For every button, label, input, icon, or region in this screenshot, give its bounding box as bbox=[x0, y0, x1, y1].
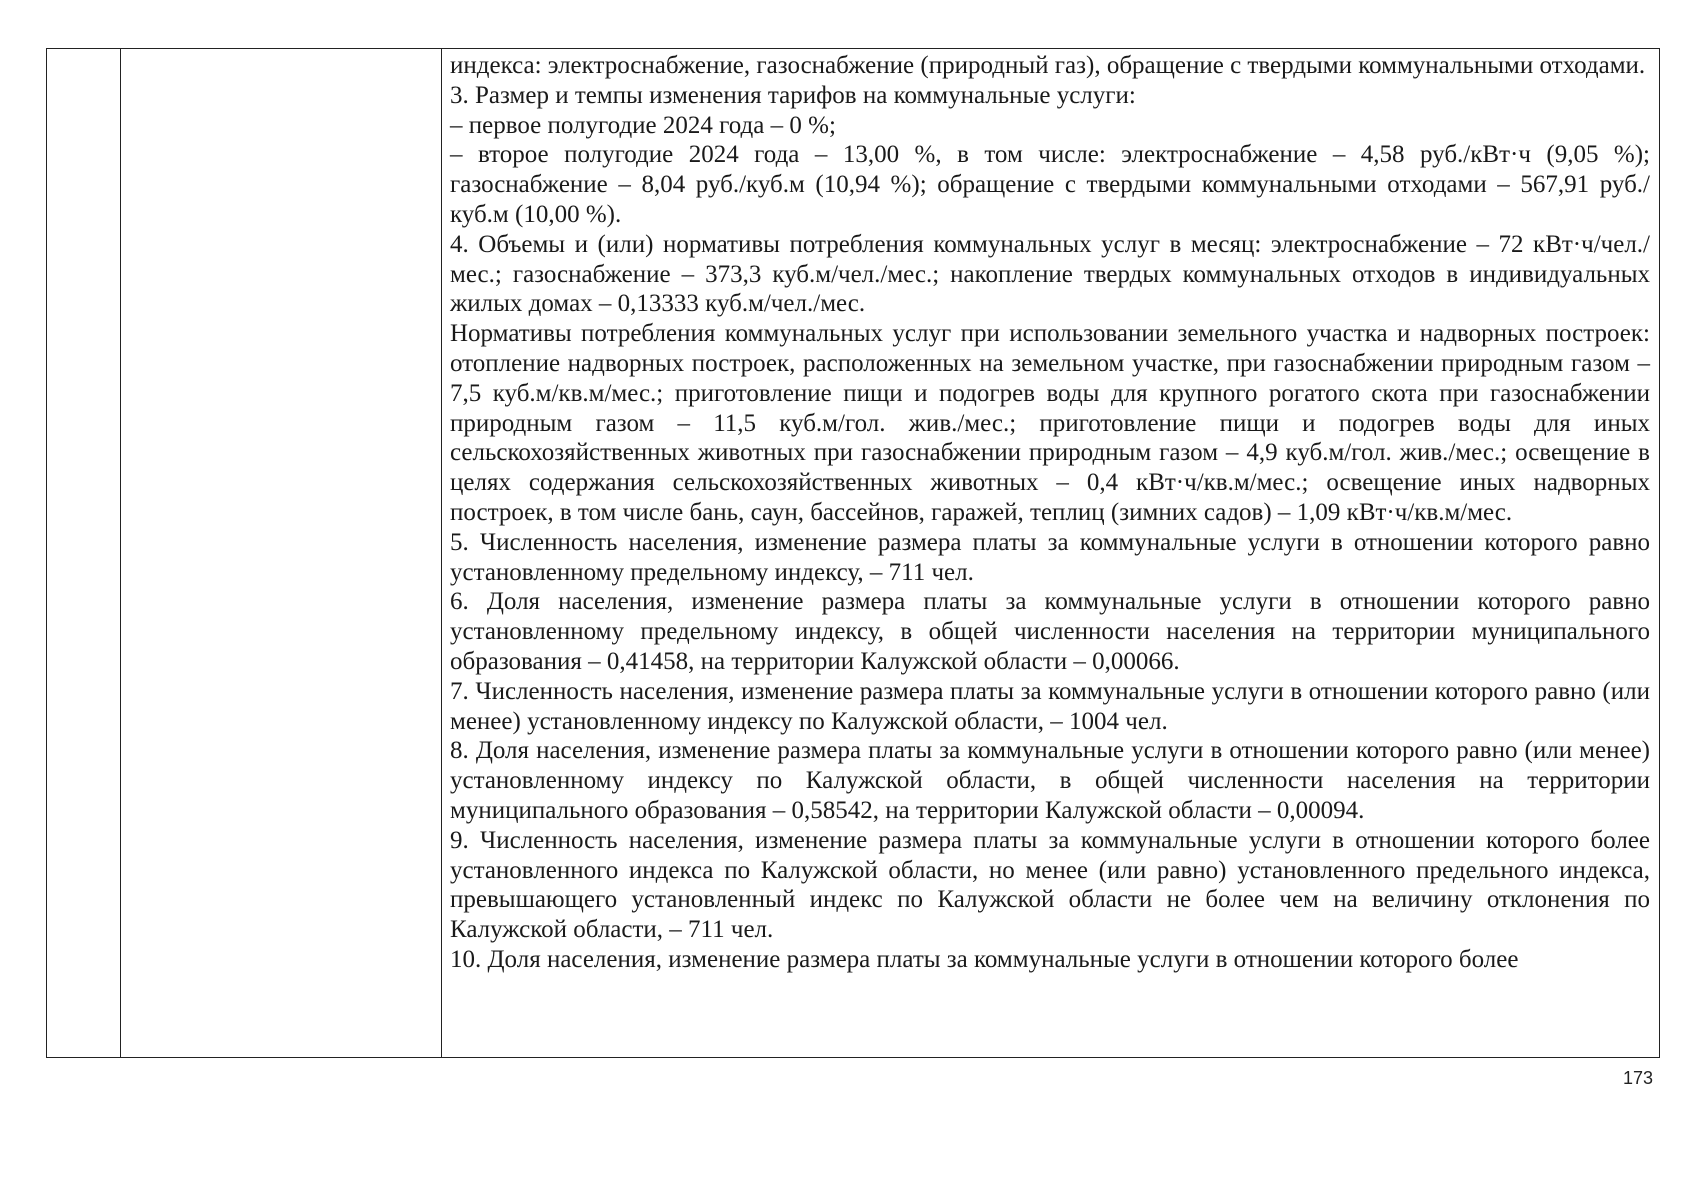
paragraph: 6. Доля населения, изменение размера платы за коммунальные услуги в отношении которого равно установленному предельному индексу, в общей численности населения на территории муниципального образования – 0,41458, на территории Калужской области – 0,00066. bbox=[450, 588, 1650, 675]
paragraph: Нормативы потребления коммунальных услуг при использовании земельного участка и надворных построек: отопление надворных построек, расположенных на земельном участке, при газоснабжении природным газом – 7,5 куб.м/кв.м/мес.; приготовление пищи и подогрев воды для крупного рогатого скота при газоснабжении природным газом – 11,5 куб.м/гол. жив./мес.; приготовление пищи и подогрев воды для иных сельскохозяйственных животных при газоснабжении природным газом – 4,9 куб.м/гол. жив./мес.; освещение в целях содержания сельскохозяйственных животных – 0,4 кВт·ч/кв.м/мес.; освещение иных надворных построек, в том числе бань, саун, бассейнов, гаражей, теплиц (зимних садов) – 1,09 кВт·ч/кв.м/мес. bbox=[450, 320, 1650, 526]
paragraph: индекса: электроснабжение, газоснабжение (природный газ), обращение с твердыми коммунальными отходами. bbox=[450, 52, 1646, 79]
paragraph: 3. Размер и темпы изменения тарифов на коммунальные услуги: bbox=[450, 81, 1136, 109]
paragraph: 7. Численность населения, изменение размера платы за коммунальные услуги в отношении которого равно (или менее) установленному индексу по Калужской области, – 1004 чел. bbox=[450, 677, 1650, 735]
column-divider bbox=[441, 49, 442, 1057]
table-column-indicator bbox=[121, 49, 441, 1057]
paragraph: 9. Численность населения, изменение размера платы за коммунальные услуги в отношении которого более установленного индекса по Калужской области, но менее (или равно) установленного предельного индекса, превышающего установленный индекс по Калужской области не более чем на величину отклонения по Калужской области, – 711 чел. bbox=[450, 826, 1650, 944]
paragraph: 10. Доля населения, изменение размера платы за коммунальные услуги в отношении которого более bbox=[450, 945, 1519, 973]
paragraph: – первое полугодие 2024 года – 0 %; bbox=[450, 111, 836, 139]
document-table bbox=[46, 48, 1660, 1058]
paragraph: – второе полугодие 2024 года – 13,00 %, в том числе: электроснабжение – 4,58 руб./кВт·ч (9,05 %); газоснабжение – 8,04 руб./куб.м (10,94 %); обращение с твердыми коммунальными отходами – 567,91 руб./куб.м (10,00 %). bbox=[450, 141, 1650, 228]
page-number: 173 bbox=[1622, 1068, 1653, 1088]
table-column-number bbox=[47, 49, 120, 1057]
paragraph: 4. Объемы и (или) нормативы потребления коммунальных услуг в месяц: электроснабжение – 72 кВт·ч/чел./мес.; газоснабжение – 373,3 куб.м/чел./мес.; накопление твердых коммунальных отходов в индивидуальных жилых домах – 0,13333 куб.м/чел./мес. bbox=[450, 230, 1650, 318]
paragraph: 8. Доля населения, изменение размера платы за коммунальные услуги в отношении которого равно (или менее) установленному индексу по Калужской области, в общей численности населения на территории муниципального образования – 0,58542, на территории Калужской области – 0,00094. bbox=[450, 737, 1650, 824]
table-column-content bbox=[450, 51, 1650, 975]
paragraph: 5. Численность населения, изменение размера платы за коммунальные услуги в отношении которого равно установленному предельному индексу, – 711 чел. bbox=[450, 528, 1650, 586]
